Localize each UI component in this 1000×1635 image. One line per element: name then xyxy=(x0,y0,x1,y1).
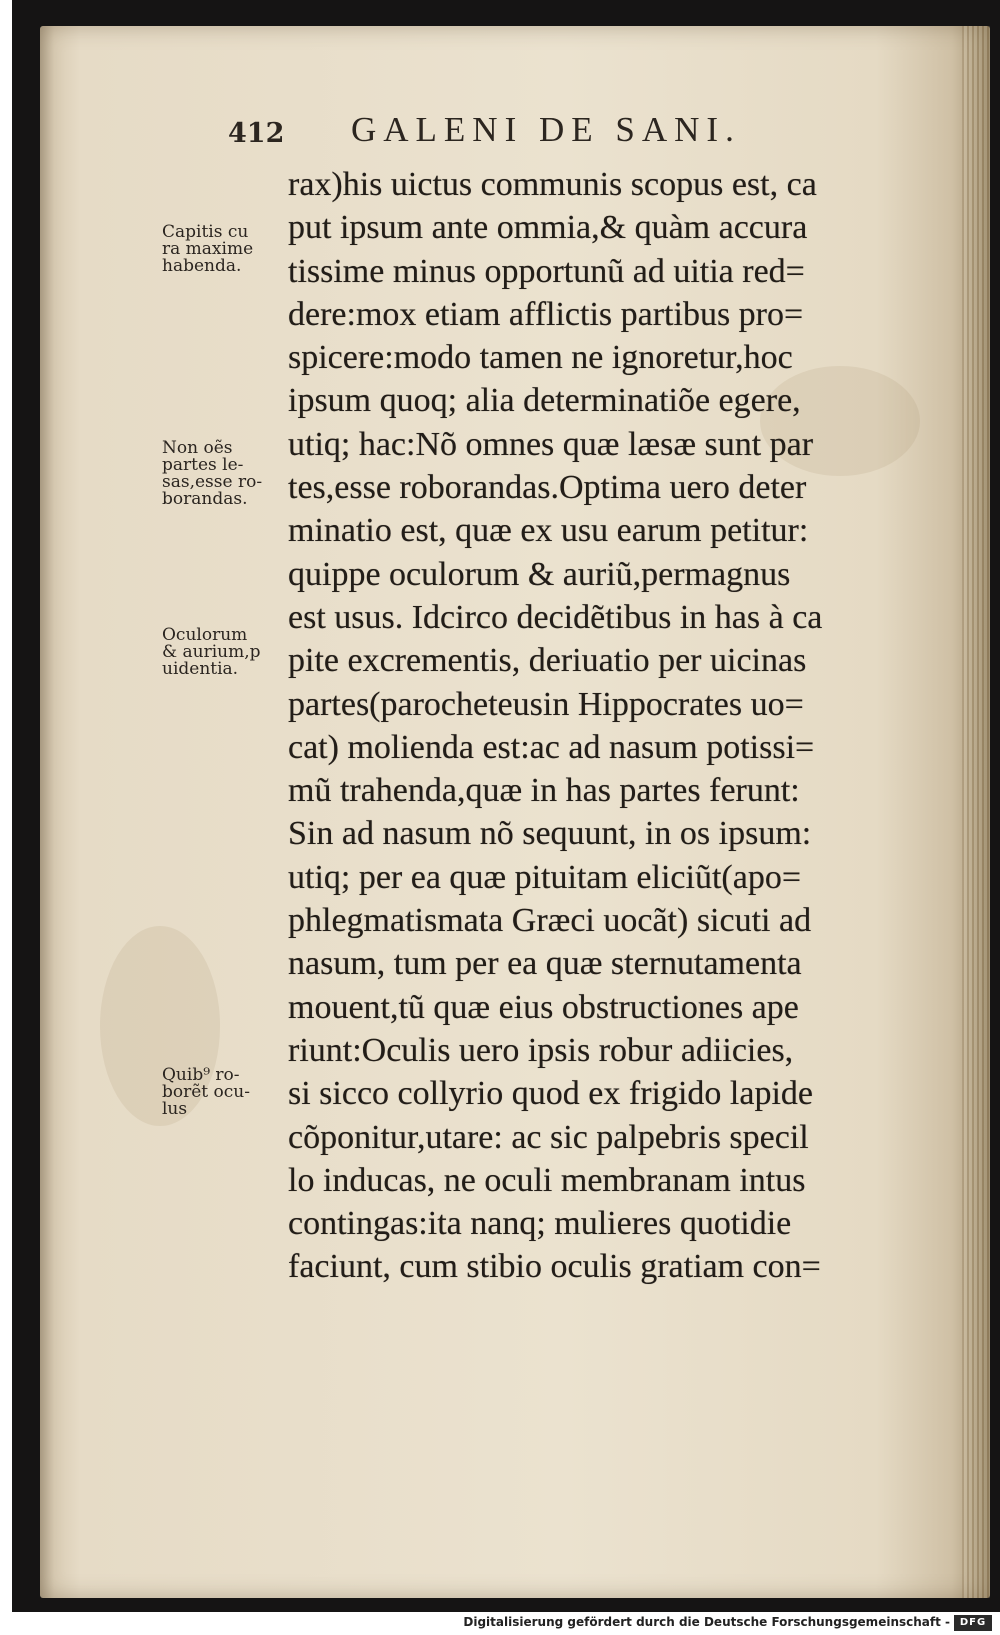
marginal-note-line: Oculorum xyxy=(162,625,248,645)
page-header xyxy=(220,110,900,160)
text-line: rax)his uictus communis scopus est, ca xyxy=(288,166,817,203)
text-line: partes(parocheteusin Hippocrates uo= xyxy=(288,685,804,723)
marginal-note-line: Capitis cu xyxy=(162,222,249,242)
text-line: Sin ad nasum nõ sequunt, in os ipsum: xyxy=(288,815,812,853)
page-fore-edge xyxy=(962,26,990,1598)
text-line: utiq; hac:Nõ omnes quæ læsæ sunt par xyxy=(288,425,814,463)
page-number: 412 xyxy=(228,118,285,149)
marginal-note-line: Quib⁹ ro- xyxy=(162,1065,240,1085)
text-line: pite excrementis, deriuatio per uicinas xyxy=(288,642,807,680)
marginal-note xyxy=(162,440,290,508)
text-line: riunt:Oculis uero ipsis robur adiicies, xyxy=(288,1031,794,1069)
digitization-credit-bar xyxy=(0,1612,1000,1635)
text-line: cõponitur,utare: ac sic palpebris specil xyxy=(288,1118,809,1156)
marginal-note-line: ra maxime xyxy=(162,239,254,259)
text-line: spicere:modo tamen ne ignoretur,hoc xyxy=(288,339,793,377)
text-line: phlegmatismata Græci uocãt) sicuti ad xyxy=(288,902,812,940)
text-line: cat) molienda est:ac ad nasum potissi= xyxy=(288,728,815,766)
text-line: contingas:ita nanq; mulieres quotidie xyxy=(288,1205,792,1243)
marginal-note-line: & aurium,p xyxy=(162,642,261,662)
text-line: utiq; per ea quæ pituitam eliciũt(apo= xyxy=(288,858,801,896)
body-text xyxy=(288,163,928,1289)
text-line: ipsum quoq; alia determinatiõe egere, xyxy=(288,382,801,420)
running-title: GALENI DE SANI. xyxy=(351,110,741,149)
dfg-logo: DFG xyxy=(954,1615,992,1631)
text-line: nasum, tum per ea quæ sternutamenta xyxy=(288,945,802,983)
marginal-note-line: uidentia. xyxy=(162,659,239,679)
marginal-note-line: Non oẽs xyxy=(162,438,233,458)
marginal-note-line: borandas. xyxy=(162,489,248,509)
text-line: quippe oculorum & auriũ,permagnus xyxy=(288,555,791,593)
text-line: mouent,tũ quæ eius obstructiones ape xyxy=(288,988,799,1026)
marginal-note-line: partes le- xyxy=(162,455,244,475)
digitization-credit: Digitalisierung gefördert durch die Deutsche Forschungsgemeinschaft - xyxy=(463,1615,950,1629)
text-line: si sicco collyrio quod ex frigido lapide xyxy=(288,1075,813,1113)
marginal-note-line: borẽt ocu- xyxy=(162,1082,250,1102)
text-line: tissime minus opportunũ ad uitia red= xyxy=(288,252,805,290)
marginal-note xyxy=(162,627,290,678)
text-line: tes,esse roborandas.Optima uero deter xyxy=(288,469,807,507)
text-line: minatio est, quæ ex usu earum petitur: xyxy=(288,512,809,550)
text-line: faciunt, cum stibio oculis gratiam con= xyxy=(288,1248,821,1286)
marginal-note-line: lus xyxy=(162,1099,188,1119)
text-line: dere:mox etiam afflictis partibus pro= xyxy=(288,295,804,333)
marginal-note xyxy=(162,224,290,275)
text-line: put ipsum ante ommia,& quàm accura xyxy=(288,209,808,247)
marginal-note xyxy=(162,1067,290,1118)
text-line: mũ trahenda,quæ in has partes ferunt: xyxy=(288,772,800,810)
text-line: est usus. Idcirco decidẽtibus in has à ca xyxy=(288,598,823,636)
marginal-note-line: habenda. xyxy=(162,256,242,276)
marginal-note-line: sas,esse ro- xyxy=(162,472,263,492)
text-line: lo inducas, ne oculi membranam intus xyxy=(288,1161,806,1199)
